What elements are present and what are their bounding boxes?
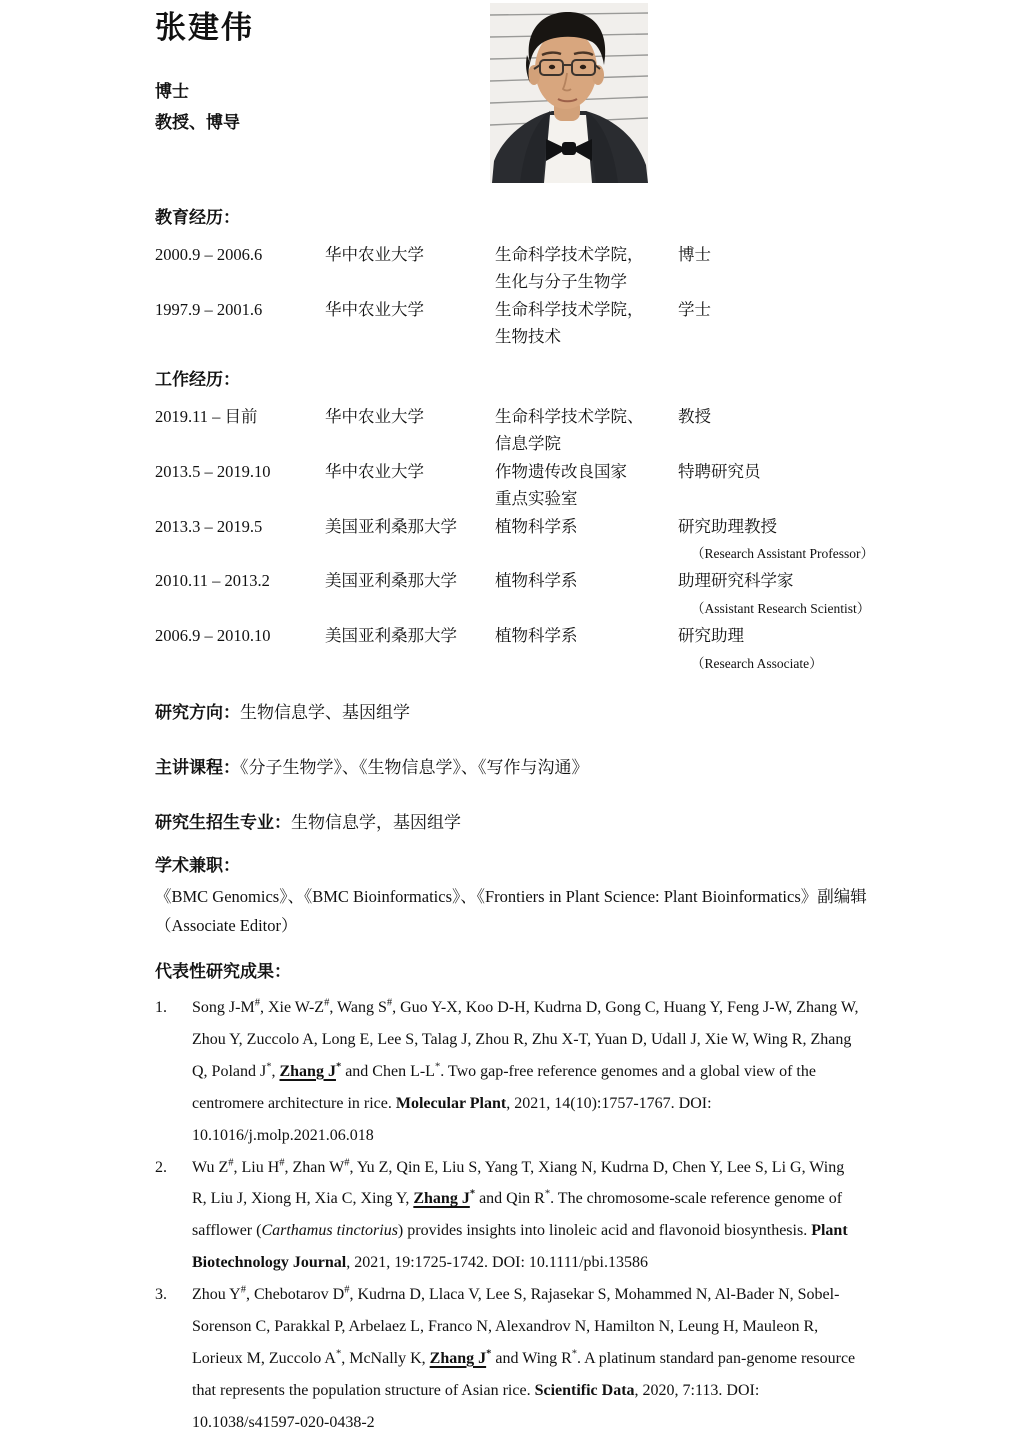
pub-text-segment: . The chromosome-scale reference genome of safflower ( [192, 1190, 843, 1240]
education-row [155, 241, 895, 296]
superscript-marker: * [486, 1348, 492, 1360]
pub-text-segment: Molecular Plant [395, 1094, 507, 1112]
title-english-line: （Research Assistant Professor） [691, 546, 874, 562]
education-rows [155, 241, 895, 351]
period-cell: 2013.5 – 2019.10 [155, 461, 271, 481]
superscript-marker: * [335, 1061, 342, 1073]
period-cell: 2000.9 – 2006.6 [155, 245, 263, 264]
institution-cell: 华中农业大学 [325, 407, 424, 426]
work-row [155, 513, 895, 568]
pub-text-segment: Wu Z [192, 1158, 229, 1176]
pub-text-segment: , Liu H [233, 1158, 280, 1176]
pub-text-segment: , Chebotarov D [245, 1286, 345, 1304]
person-titles: 教授、博导 [155, 113, 240, 132]
title-line: 研究助理教授 [678, 516, 777, 536]
info-text: 生物信息学、基因组学 [240, 703, 410, 722]
department-line: 作物遗传改良国家 [495, 461, 627, 481]
department-line: 重点实验室 [495, 489, 578, 509]
title-cell [678, 403, 895, 458]
department-line: 生命科学技术学院、 [495, 407, 644, 426]
title-cell [678, 567, 895, 622]
institution-cell: 美国亚利桑那大学 [325, 571, 457, 591]
academic-service-heading: 学术兼职： [155, 856, 240, 875]
info-text: 生物信息学，基因组学 [291, 813, 461, 832]
portrait-photo [490, 3, 648, 183]
publication-number: 1. [155, 999, 167, 1016]
department-cell [495, 622, 678, 677]
work-row [155, 622, 895, 677]
info-label: 研究生招生专业： [155, 813, 291, 832]
pub-text-segment: Plant Biotechnology Journal [192, 1222, 848, 1272]
publications-heading: 代表性研究成果： [155, 962, 291, 981]
info-label: 主讲课程： [155, 758, 240, 777]
superscript-marker: # [344, 1284, 350, 1296]
title-cell [678, 241, 895, 296]
person-name: 张建伟 [155, 10, 254, 45]
institution-cell: 华中农业大学 [325, 245, 424, 264]
department-cell [495, 513, 678, 568]
education-row [155, 296, 895, 351]
academic-service-section [155, 852, 897, 940]
publication-text [192, 1152, 860, 1280]
pub-text-segment: and Chen L-L [341, 1062, 435, 1080]
author-zhang-j: Zhang J [429, 1349, 487, 1367]
superscript-marker: # [228, 1157, 234, 1169]
superscript-marker: # [279, 1157, 285, 1169]
person-degree: 博士 [155, 82, 189, 101]
pub-text-segment: Song J-M [192, 999, 255, 1016]
pub-text-segment: ) provides insights into linoleic acid and flavonoid biosynthesis. [397, 1222, 812, 1240]
superscript-marker: # [386, 997, 393, 1009]
pub-text-segment: Carthamus tinctorius [261, 1222, 398, 1240]
publication-item [155, 1279, 895, 1439]
education-section [155, 204, 895, 351]
work-row [155, 567, 895, 622]
superscript-marker: # [254, 997, 260, 1009]
institution-cell: 美国亚利桑那大学 [325, 626, 457, 646]
title-line: 助理研究科学家 [678, 571, 794, 591]
pub-text-segment: , Wang S [329, 999, 387, 1016]
department-line: 生化与分子生物学 [495, 272, 627, 292]
pub-text-segment: and Qin R [475, 1190, 545, 1208]
pub-text-segment: , Zhan W [284, 1158, 345, 1176]
pub-text-segment: . A platinum standard pan-genome resource that represents the population structure of Asian rice. [192, 1349, 856, 1399]
work-rows [155, 403, 895, 677]
department-line: 植物科学系 [495, 516, 578, 536]
superscript-marker: # [324, 997, 330, 1009]
work-row [155, 458, 895, 513]
person-degree-block [155, 76, 240, 138]
period-cell: 2019.11 – 目前 [155, 407, 258, 426]
period-cell: 1997.9 – 2001.6 [155, 299, 263, 319]
superscript-marker: * [335, 1348, 342, 1360]
title-cell [678, 296, 895, 351]
pub-text-segment: , Kudrna D, Llaca V, Lee S, Rajasekar S, Mohammed N, Al-Bader N, Sobel-Sorenson C, Parakkal P, Arbelaez L, Franco N, Alexandrov N, Hamilton N, Leung H, Mauleon R, Lorieux M, Zuccolo A [192, 1286, 840, 1367]
title-cell [678, 458, 895, 513]
pub-text-segment: and Wing R [491, 1349, 572, 1367]
author-zhang-j: Zhang J [413, 1190, 470, 1208]
title-line: 特聘研究员 [678, 461, 761, 481]
department-cell [495, 458, 678, 513]
research-direction-line [155, 699, 895, 727]
info-label: 研究方向： [155, 703, 240, 722]
institution-cell: 美国亚利桑那大学 [325, 516, 457, 536]
pub-text-segment: , Yu Z, Qin E, Liu S, Yang T, Xiang N, Kudrna D, Chen Y, Lee S, Li G, Wing R, Liu J, Xiong H, Xia C, Xing Y, [192, 1158, 845, 1208]
period-cell: 2006.9 – 2010.10 [155, 626, 271, 646]
publication-text [192, 1279, 860, 1439]
publication-item [155, 992, 895, 1152]
superscript-marker: # [240, 1284, 246, 1296]
academic-service-text: 《BMC Genomics》、《BMC Bioinformatics》、《Frontiers in Plant Science: Plant Bioinformatics》副编辑（Associate Editor） [155, 887, 867, 935]
title-english-line: （Research Associate） [691, 655, 823, 671]
title-cell [678, 513, 895, 568]
pub-text-segment: , Xie W-Z [259, 999, 325, 1016]
department-line: 生物技术 [495, 327, 561, 347]
pub-text-segment: Scientific Data [534, 1381, 635, 1399]
pub-text-segment: , [271, 1062, 280, 1080]
pub-text-segment: , 2021, 14(10):1757-1767. DOI: 10.1016/j.molp.2021.06.018 [192, 1094, 712, 1144]
title-line: 教授 [678, 407, 711, 426]
department-line: 植物科学系 [495, 571, 578, 591]
department-line: 植物科学系 [495, 626, 578, 646]
title-line: 学士 [678, 299, 711, 319]
institution-cell: 华中农业大学 [325, 461, 424, 481]
superscript-marker: # [344, 1157, 350, 1169]
portrait-photo-image [490, 3, 648, 183]
pub-text-segment: . Two gap-free reference genomes and a global view of the centromere architecture in rice. [192, 1062, 816, 1112]
superscript-marker: * [544, 1189, 551, 1201]
pub-text-segment: , McNally K, [341, 1349, 430, 1367]
department-cell [495, 241, 678, 296]
title-cell [678, 622, 895, 677]
courses-line [155, 754, 895, 782]
department-cell [495, 296, 678, 351]
work-section [155, 366, 895, 677]
superscript-marker: * [266, 1061, 272, 1073]
title-line: 研究助理 [678, 626, 744, 646]
department-line: 生命科学技术学院， [495, 299, 644, 319]
publication-item [155, 1152, 895, 1280]
work-heading: 工作经历： [155, 370, 240, 389]
pub-text-segment: , 2020, 7:113. DOI: 10.1038/s41597-020-0438-2 [192, 1381, 760, 1431]
pub-text-segment: Zhou Y [192, 1286, 241, 1304]
department-cell [495, 567, 678, 622]
education-heading: 教育经历： [155, 208, 240, 227]
publication-text [192, 992, 860, 1152]
pub-text-segment: , 2021, 19:1725-1742. DOI: 10.1111/pbi.13586 [346, 1254, 648, 1272]
work-row [155, 403, 895, 458]
institution-cell: 华中农业大学 [325, 299, 424, 319]
publication-number: 3. [155, 1286, 167, 1304]
superscript-marker: * [571, 1348, 578, 1360]
title-line: 博士 [678, 245, 711, 264]
pub-text-segment: , Guo Y-X, Koo D-H, Kudrna D, Gong C, Huang Y, Feng J-W, Zhang W, Zhou Y, Zuccolo A, Long E, Lee S, Talag J, Zhou R, Zhu X-T, Yuan D, Udall J, Xie W, Wing R, Zhang Q, Poland J [192, 999, 859, 1080]
period-cell: 2013.3 – 2019.5 [155, 516, 263, 536]
info-text: 《分子生物学》、《生物信息学》、《写作与沟通》 [240, 758, 589, 777]
department-line: 生命科学技术学院， [495, 245, 644, 264]
publication-list [155, 992, 895, 1439]
department-cell [495, 403, 678, 458]
publication-number: 2. [155, 1158, 167, 1176]
period-cell: 2010.11 – 2013.2 [155, 571, 270, 591]
author-zhang-j: Zhang J [279, 1062, 336, 1080]
title-english-line: （Assistant Research Scientist） [691, 600, 871, 616]
department-line: 信息学院 [495, 434, 561, 454]
publications-section [155, 958, 895, 1439]
superscript-marker: * [434, 1061, 441, 1073]
superscript-marker: * [469, 1189, 476, 1201]
graduate-majors-line [155, 809, 895, 837]
